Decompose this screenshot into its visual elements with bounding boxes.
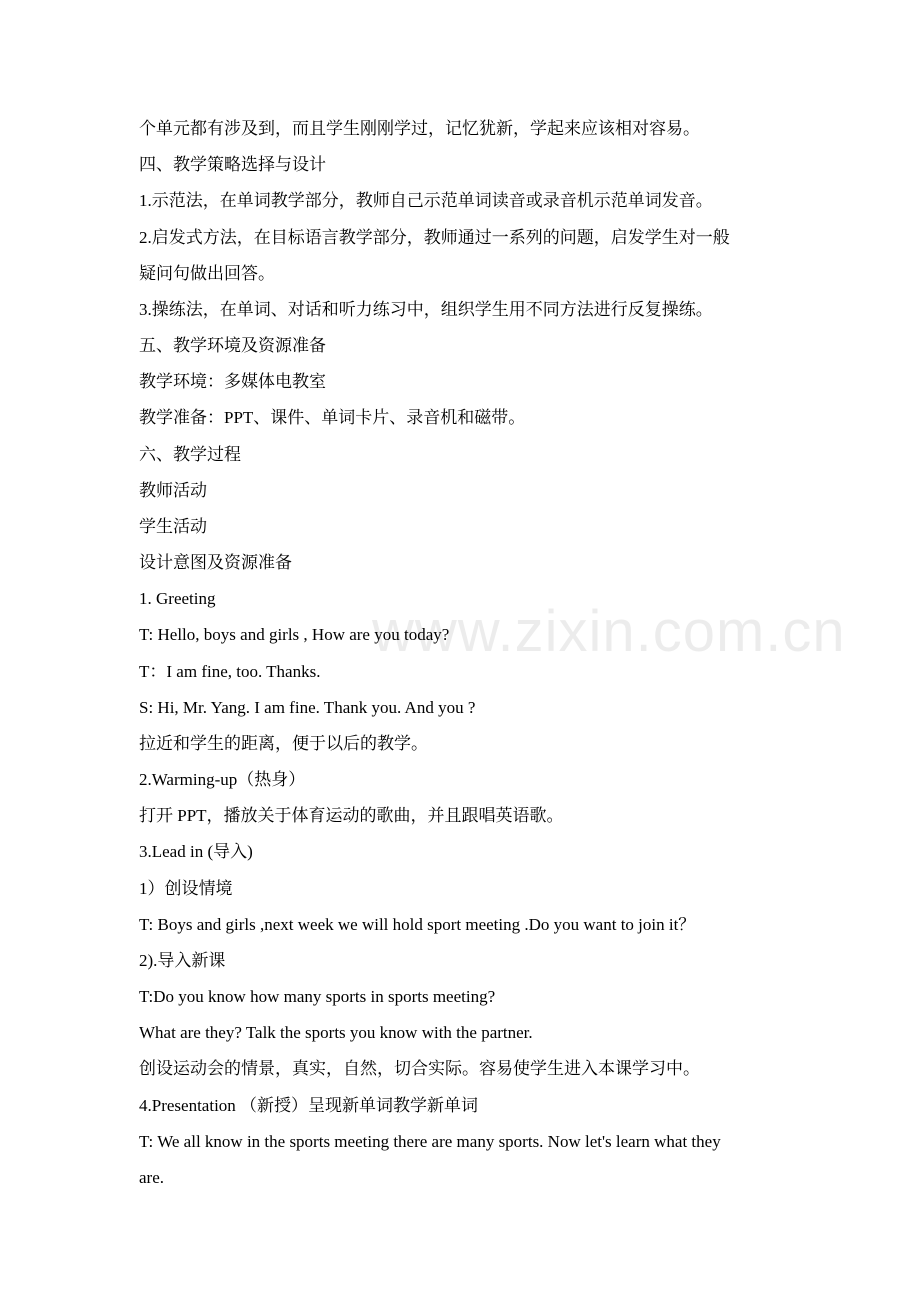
text-line: 1. Greeting: [139, 589, 216, 608]
text-line: 4.Presentation （新授）呈现新单词教学新单词: [139, 1096, 479, 1115]
text-line: 2.启发式方法，在目标语言教学部分，教师通过一系列的问题，启发学生对一般: [139, 228, 730, 247]
text-line: 个单元都有涉及到，而且学生刚刚学过，记忆犹新，学起来应该相对容易。: [139, 119, 700, 138]
text-line: 疑问句做出回答。: [139, 264, 275, 283]
text-line: 3.Lead in (导入): [139, 842, 253, 861]
section-heading: 六、教学过程: [139, 445, 241, 464]
text-line: are.: [139, 1168, 165, 1187]
text-line: 教师活动: [139, 481, 207, 500]
text-line: 创设运动会的情景，真实，自然，切合实际。容易使学生进入本课学习中。: [139, 1059, 700, 1078]
text-line: T: Boys and girls ,next week we will hold sport meeting .Do you want to join it？: [139, 915, 696, 934]
text-line: 2.Warming-up（热身）: [139, 770, 306, 789]
text-line: T:Do you know how many sports in sports meeting?: [139, 987, 496, 1006]
text-line: 教学环境：多媒体电教室: [139, 372, 326, 391]
section-heading: 四、教学策略选择与设计: [139, 155, 326, 174]
section-heading: 五、教学环境及资源准备: [139, 336, 326, 355]
text-line: 学生活动: [139, 517, 207, 536]
watermark: www.zixin.com.cn: [372, 599, 846, 664]
text-line: S: Hi, Mr. Yang. I am fine. Thank you. And you ?: [139, 698, 476, 717]
text-line: 3.操练法，在单词、对话和听力练习中，组织学生用不同方法进行反复操练。: [139, 300, 713, 319]
text-line: 拉近和学生的距离，便于以后的教学。: [139, 734, 428, 753]
text-line: 1.示范法，在单词教学部分，教师自己示范单词读音或录音机示范单词发音。: [139, 191, 713, 210]
text-line: What are they? Talk the sports you know with the partner.: [139, 1023, 533, 1042]
text-line: T: Hello, boys and girls , How are you today?: [139, 625, 450, 644]
text-line: 1）创设情境: [139, 879, 233, 898]
text-line: 教学准备：PPT、课件、单词卡片、录音机和磁带。: [139, 408, 526, 427]
text-line: 打开 PPT，播放关于体育运动的歌曲，并且跟唱英语歌。: [139, 806, 564, 825]
text-line: 设计意图及资源准备: [139, 553, 292, 572]
text-line: T: We all know in the sports meeting there are many sports. Now let's learn what they: [139, 1132, 721, 1151]
text-line: 2).导入新课: [139, 951, 226, 970]
text-line: T：I am fine, too. Thanks.: [139, 662, 321, 681]
